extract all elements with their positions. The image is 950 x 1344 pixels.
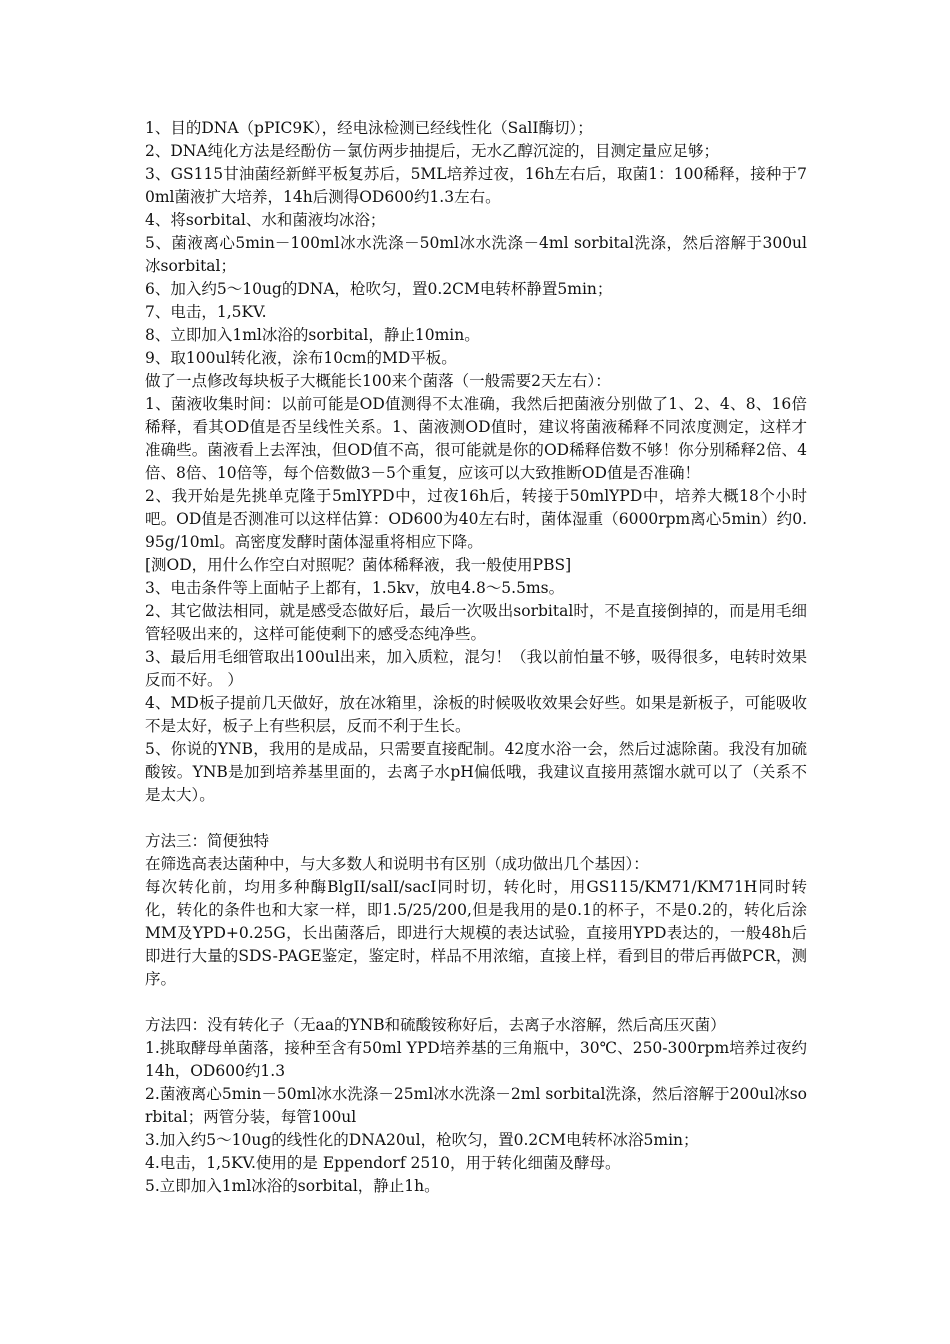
paragraph: 4、将sorbital、水和菌液均冰浴；: [145, 211, 386, 229]
paragraph: 5.立即加入1ml冰浴的sorbital，静止1h。: [145, 1177, 440, 1195]
paragraph: 每次转化前，均用多种酶BlgII/salI/sacI同时切，转化时，用GS115/KM71/KM71H同时转化，转化的条件也和大家一样，即1.5/25/200,但是我用的是0.1的杯子，不是0.2的，转化后涂MM及YPD+0.25G，长出菌落后，即进行大规模的表达试验，直接用YPD表达的，一般48h后即进行大量的SDS-PAGE鉴定，鉴定时，样品不用浓缩，直接上样，看到目的带后再做PCR，测序。: [145, 878, 807, 988]
section-method-three: [145, 830, 807, 991]
section-heading: 方法三：简便独特: [145, 832, 270, 850]
paragraph: 6、加入约5～10ug的DNA，枪吹匀，置0.2CM电转杯静置5min；: [145, 280, 613, 298]
paragraph: 5、你说的YNB，我用的是成品，只需要直接配制。42度水浴一会，然后过滤除菌。我没有加硫酸铵。YNB是加到培养基里面的，去离子水pH偏低哦，我建议直接用蒸馏水就可以了（关系不是太大）。: [145, 740, 807, 804]
paragraph: 1、目的DNA（pPIC9K），经电泳检测已经线性化（SalI酶切）；: [145, 119, 593, 137]
paragraph: 在筛选高表达菌种中，与大多数人和说明书有区别（成功做出几个基因）：: [145, 855, 649, 873]
document-body: [145, 117, 807, 1198]
paragraph: 9、取100ul转化液，涂布10cm的MD平板。: [145, 349, 457, 367]
paragraph: [测OD，用什么作空白对照呢？菌体稀释液，我一般使用PBS]: [145, 556, 572, 574]
paragraph: 5、菌液离心5min－100ml冰水洗涤－50ml冰水洗涤－4ml sorbital洗涤，然后溶解于300ul冰sorbital；: [145, 234, 807, 275]
paragraph: 1、菌液收集时间：以前可能是OD值测得不太准确，我然后把菌液分别做了1、2、4、8、16倍稀释，看其OD值是否呈线性关系。1、菌液测OD值时，建议将菌液稀释不同浓度测定，这样才准确些。菌液看上去浑浊，但OD值不高，很可能就是你的OD稀释倍数不够！你分别稀释2倍、4倍、8倍、10倍等，每个倍数做3－5个重复，应该可以大致推断OD值是否准确！: [145, 395, 807, 482]
paragraph: 做了一点修改每块板子大概能长100来个菌落（一般需要2天左右）：: [145, 372, 611, 390]
paragraph: 2、DNA纯化方法是经酚仿－氯仿两步抽提后，无水乙醇沉淀的，目测定量应足够；: [145, 142, 720, 160]
blank-line: [145, 991, 807, 1014]
paragraph: 3.加入约5～10ug的线性化的DNA20ul，枪吹匀，置0.2CM电转杯冰浴5min；: [145, 1131, 699, 1149]
paragraph: 1.挑取酵母单菌落，接种至含有50ml YPD培养基的三角瓶中，30℃、250-300rpm培养过夜约14h，OD600约1.3: [145, 1039, 807, 1080]
section-method-four: [145, 1014, 807, 1198]
paragraph: 4.电击，1,5KV.使用的是 Eppendorf 2510，用于转化细菌及酵母。: [145, 1154, 621, 1172]
section-heading: 方法四：没有转化子（无aa的YNB和硫酸铵称好后，去离子水溶解，然后高压灭菌）: [145, 1016, 726, 1034]
blank-line: [145, 807, 807, 830]
paragraph: 3、GS115甘油菌经新鲜平板复苏后，5ML培养过夜，16h左右后，取菌1：100稀释，接种于70ml菌液扩大培养，14h后测得OD600约1.3左右。: [145, 165, 807, 206]
paragraph: 2、其它做法相同，就是感受态做好后，最后一次吸出sorbital时，不是直接倒掉的，而是用毛细管轻吸出来的，这样可能使剩下的感受态纯净些。: [145, 602, 807, 643]
paragraph: 4、MD板子提前几天做好，放在冰箱里，涂板的时候吸收效果会好些。如果是新板子，可能吸收不是太好，板子上有些积层，反而不利于生长。: [145, 694, 807, 735]
paragraph: 3、最后用毛细管取出100ul出来，加入质粒，混匀！（我以前怕量不够，吸得很多，电转时效果反而不好。 ）: [145, 648, 807, 689]
section-electroporation-protocol: [145, 117, 807, 807]
paragraph: 2.菌液离心5min－50ml冰水洗涤－25ml冰水洗涤－2ml sorbital洗涤，然后溶解于200ul冰sorbital；两管分装，每管100ul: [145, 1085, 807, 1126]
paragraph: 2、我开始是先挑单克隆于5mlYPD中，过夜16h后，转接于50mlYPD中，培养大概18个小时吧。OD值是否测准可以这样估算：OD600为40左右时，菌体湿重（6000rpm离心5min）约0.95g/10ml。高密度发酵时菌体湿重将相应下降。: [145, 487, 807, 551]
paragraph: 7、电击，1,5KV.: [145, 303, 267, 321]
paragraph: 3、电击条件等上面帖子上都有，1.5kv，放电4.8～5.5ms。: [145, 579, 565, 597]
paragraph: 8、立即加入1ml冰浴的sorbital，静止10min。: [145, 326, 480, 344]
